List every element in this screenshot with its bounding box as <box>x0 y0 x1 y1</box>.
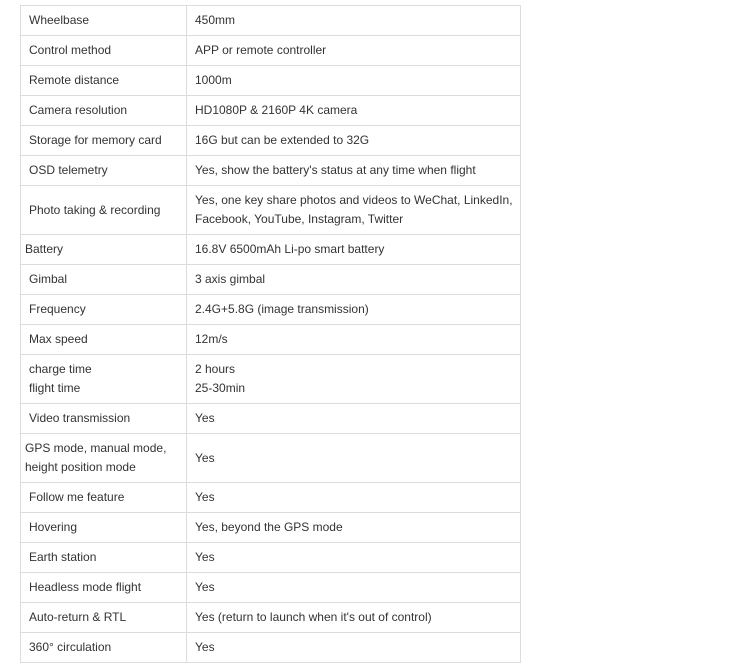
spec-label: Remote distance <box>21 66 187 96</box>
spec-value: 16G but can be extended to 32G <box>187 126 521 156</box>
table-row <box>21 295 521 325</box>
table-row <box>21 66 521 96</box>
table-row <box>21 96 521 126</box>
spec-label: Follow me feature <box>21 483 187 513</box>
table-row <box>21 483 521 513</box>
spec-value: Yes, beyond the GPS mode <box>187 513 521 543</box>
spec-label: Camera resolution <box>21 96 187 126</box>
table-row <box>21 513 521 543</box>
spec-value: 16.8V 6500mAh Li-po smart battery <box>187 235 521 265</box>
spec-label: GPS mode, manual mode, height position mode <box>21 434 187 483</box>
table-row <box>21 573 521 603</box>
spec-value: 450mm <box>187 6 521 36</box>
spec-label: Storage for memory card <box>21 126 187 156</box>
table-row <box>21 265 521 295</box>
table-row <box>21 126 521 156</box>
spec-value: APP or remote controller <box>187 36 521 66</box>
spec-value: Yes, one key share photos and videos to WeChat, LinkedIn, Facebook, YouTube, Instagram, Twitter <box>187 186 521 235</box>
table-row <box>21 325 521 355</box>
table-row <box>21 186 521 235</box>
spec-label: Gimbal <box>21 265 187 295</box>
table-row <box>21 6 521 36</box>
spec-label: Auto-return & RTL <box>21 603 187 633</box>
table-row <box>21 36 521 66</box>
spec-value: 3 axis gimbal <box>187 265 521 295</box>
table-row <box>21 603 521 633</box>
spec-value: 2.4G+5.8G (image transmission) <box>187 295 521 325</box>
table-row <box>21 355 521 404</box>
spec-value: 1000m <box>187 66 521 96</box>
spec-label: Photo taking & recording <box>21 186 187 235</box>
spec-label: Wheelbase <box>21 6 187 36</box>
table-row <box>21 633 521 663</box>
spec-value: Yes <box>187 434 521 483</box>
spec-label: OSD telemetry <box>21 156 187 186</box>
spec-label: Control method <box>21 36 187 66</box>
spec-value: 12m/s <box>187 325 521 355</box>
spec-label: charge time flight time <box>21 355 187 404</box>
table-row <box>21 404 521 434</box>
spec-label: Video transmission <box>21 404 187 434</box>
spec-label: Hovering <box>21 513 187 543</box>
spec-value: 2 hours 25-30min <box>187 355 521 404</box>
spec-value: Yes, show the battery's status at any time when flight <box>187 156 521 186</box>
spec-value: Yes <box>187 483 521 513</box>
spec-value: Yes <box>187 633 521 663</box>
spec-value: Yes (return to launch when it's out of control) <box>187 603 521 633</box>
table-row <box>21 235 521 265</box>
spec-label: 360° circulation <box>21 633 187 663</box>
spec-label: Headless mode flight <box>21 573 187 603</box>
spec-value: Yes <box>187 404 521 434</box>
spec-label: Max speed <box>21 325 187 355</box>
spec-value: Yes <box>187 543 521 573</box>
table-row <box>21 434 521 483</box>
spec-label: Frequency <box>21 295 187 325</box>
table-row <box>21 543 521 573</box>
spec-label: Earth station <box>21 543 187 573</box>
table-row <box>21 156 521 186</box>
spec-value: HD1080P & 2160P 4K camera <box>187 96 521 126</box>
spec-label: Battery <box>21 235 187 265</box>
spec-table <box>20 5 521 663</box>
spec-value: Yes <box>187 573 521 603</box>
